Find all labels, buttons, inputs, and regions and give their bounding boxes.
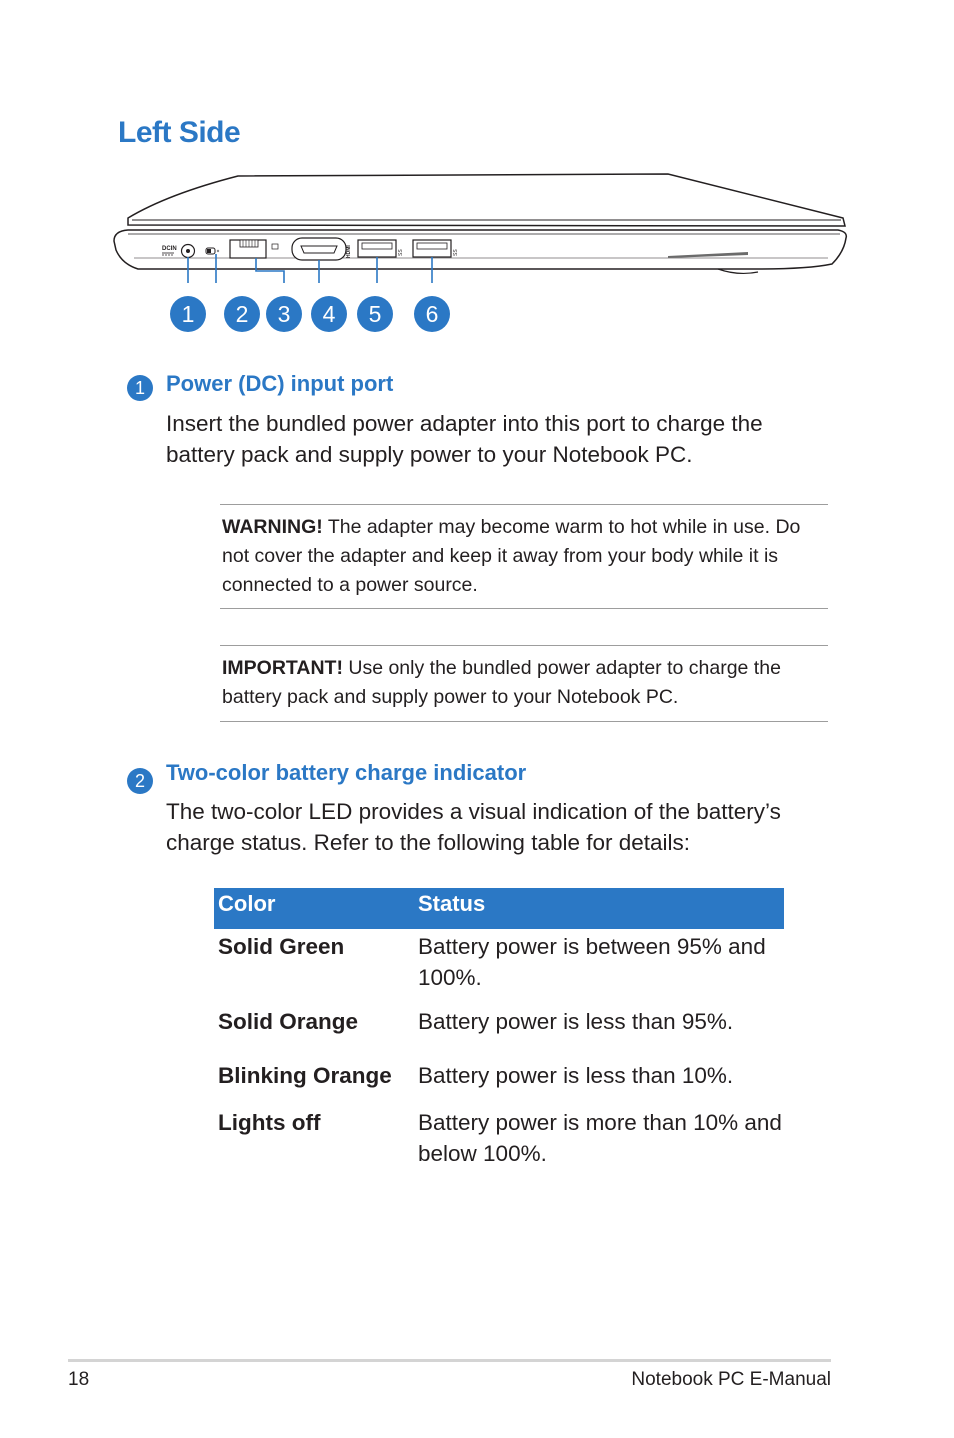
table-row [214,1006,784,1060]
important-note [220,645,828,722]
table-cell-color: Solid Orange [218,1009,359,1034]
callout-4: 4 [311,296,347,332]
table-cell-status: Battery power is between 95% and 100%. [418,934,766,990]
table-cell-color: Blinking Orange [218,1063,392,1088]
callout-1: 1 [170,296,206,332]
table-header-color: Color [218,891,276,916]
table-cell-status: Battery power is more than 10% and below 100%. [418,1110,782,1166]
section-description: Insert the bundled power adapter into this port to charge the battery pack and supply power to your Notebook PC. [166,411,763,467]
hdmi-port-icon [292,238,352,260]
table-row [214,1060,784,1107]
important-text: Use only the bundled power adapter to charge the battery pack and supply power to your Notebook PC. [222,657,781,708]
table-row [214,931,784,1006]
section-title: Two-color battery charge indicator [166,760,527,785]
table-cell-color: Lights off [218,1110,321,1135]
table-cell-status: Battery power is less than 10%. [418,1063,734,1088]
manual-title: Notebook PC E-Manual [631,1369,831,1390]
table-row [214,1107,784,1171]
footer-rule [68,1359,831,1362]
dc-input-port-icon [182,245,195,258]
battery-status-table [214,888,784,1171]
callout-6: 6 [414,296,450,332]
dcin-label: DCIN [162,246,177,252]
section-number-badge: 1 [127,375,153,401]
hdmi-label: HDMI [346,245,352,258]
page-number: 18 [68,1369,90,1390]
callout-2: 2 [224,296,260,332]
important-label: IMPORTANT! [222,657,343,679]
callout-3: 3 [266,296,302,332]
page-title: Left Side [118,116,241,149]
table-cell-status: Battery power is less than 95%. [418,1009,734,1034]
usb-2-label: SS [453,249,459,256]
warning-note [220,504,828,609]
laptop-left-side-diagram [108,168,853,283]
table-header [214,888,784,929]
table-cell-color: Solid Green [218,934,345,959]
warning-label: WARNING! [222,516,323,538]
section-number-badge: 2 [127,768,153,794]
callout-5: 5 [357,296,393,332]
section-title: Power (DC) input port [166,371,394,396]
usb-1-label: SS [398,249,404,256]
table-header-status: Status [418,891,486,916]
section-description: The two-color LED provides a visual indication of the battery’s charge status. Refer to the following table for details: [166,799,781,855]
warning-text: The adapter may become warm to hot while in use. Do not cover the adapter and keep it away from your body while it is connected to a power source. [222,516,801,596]
